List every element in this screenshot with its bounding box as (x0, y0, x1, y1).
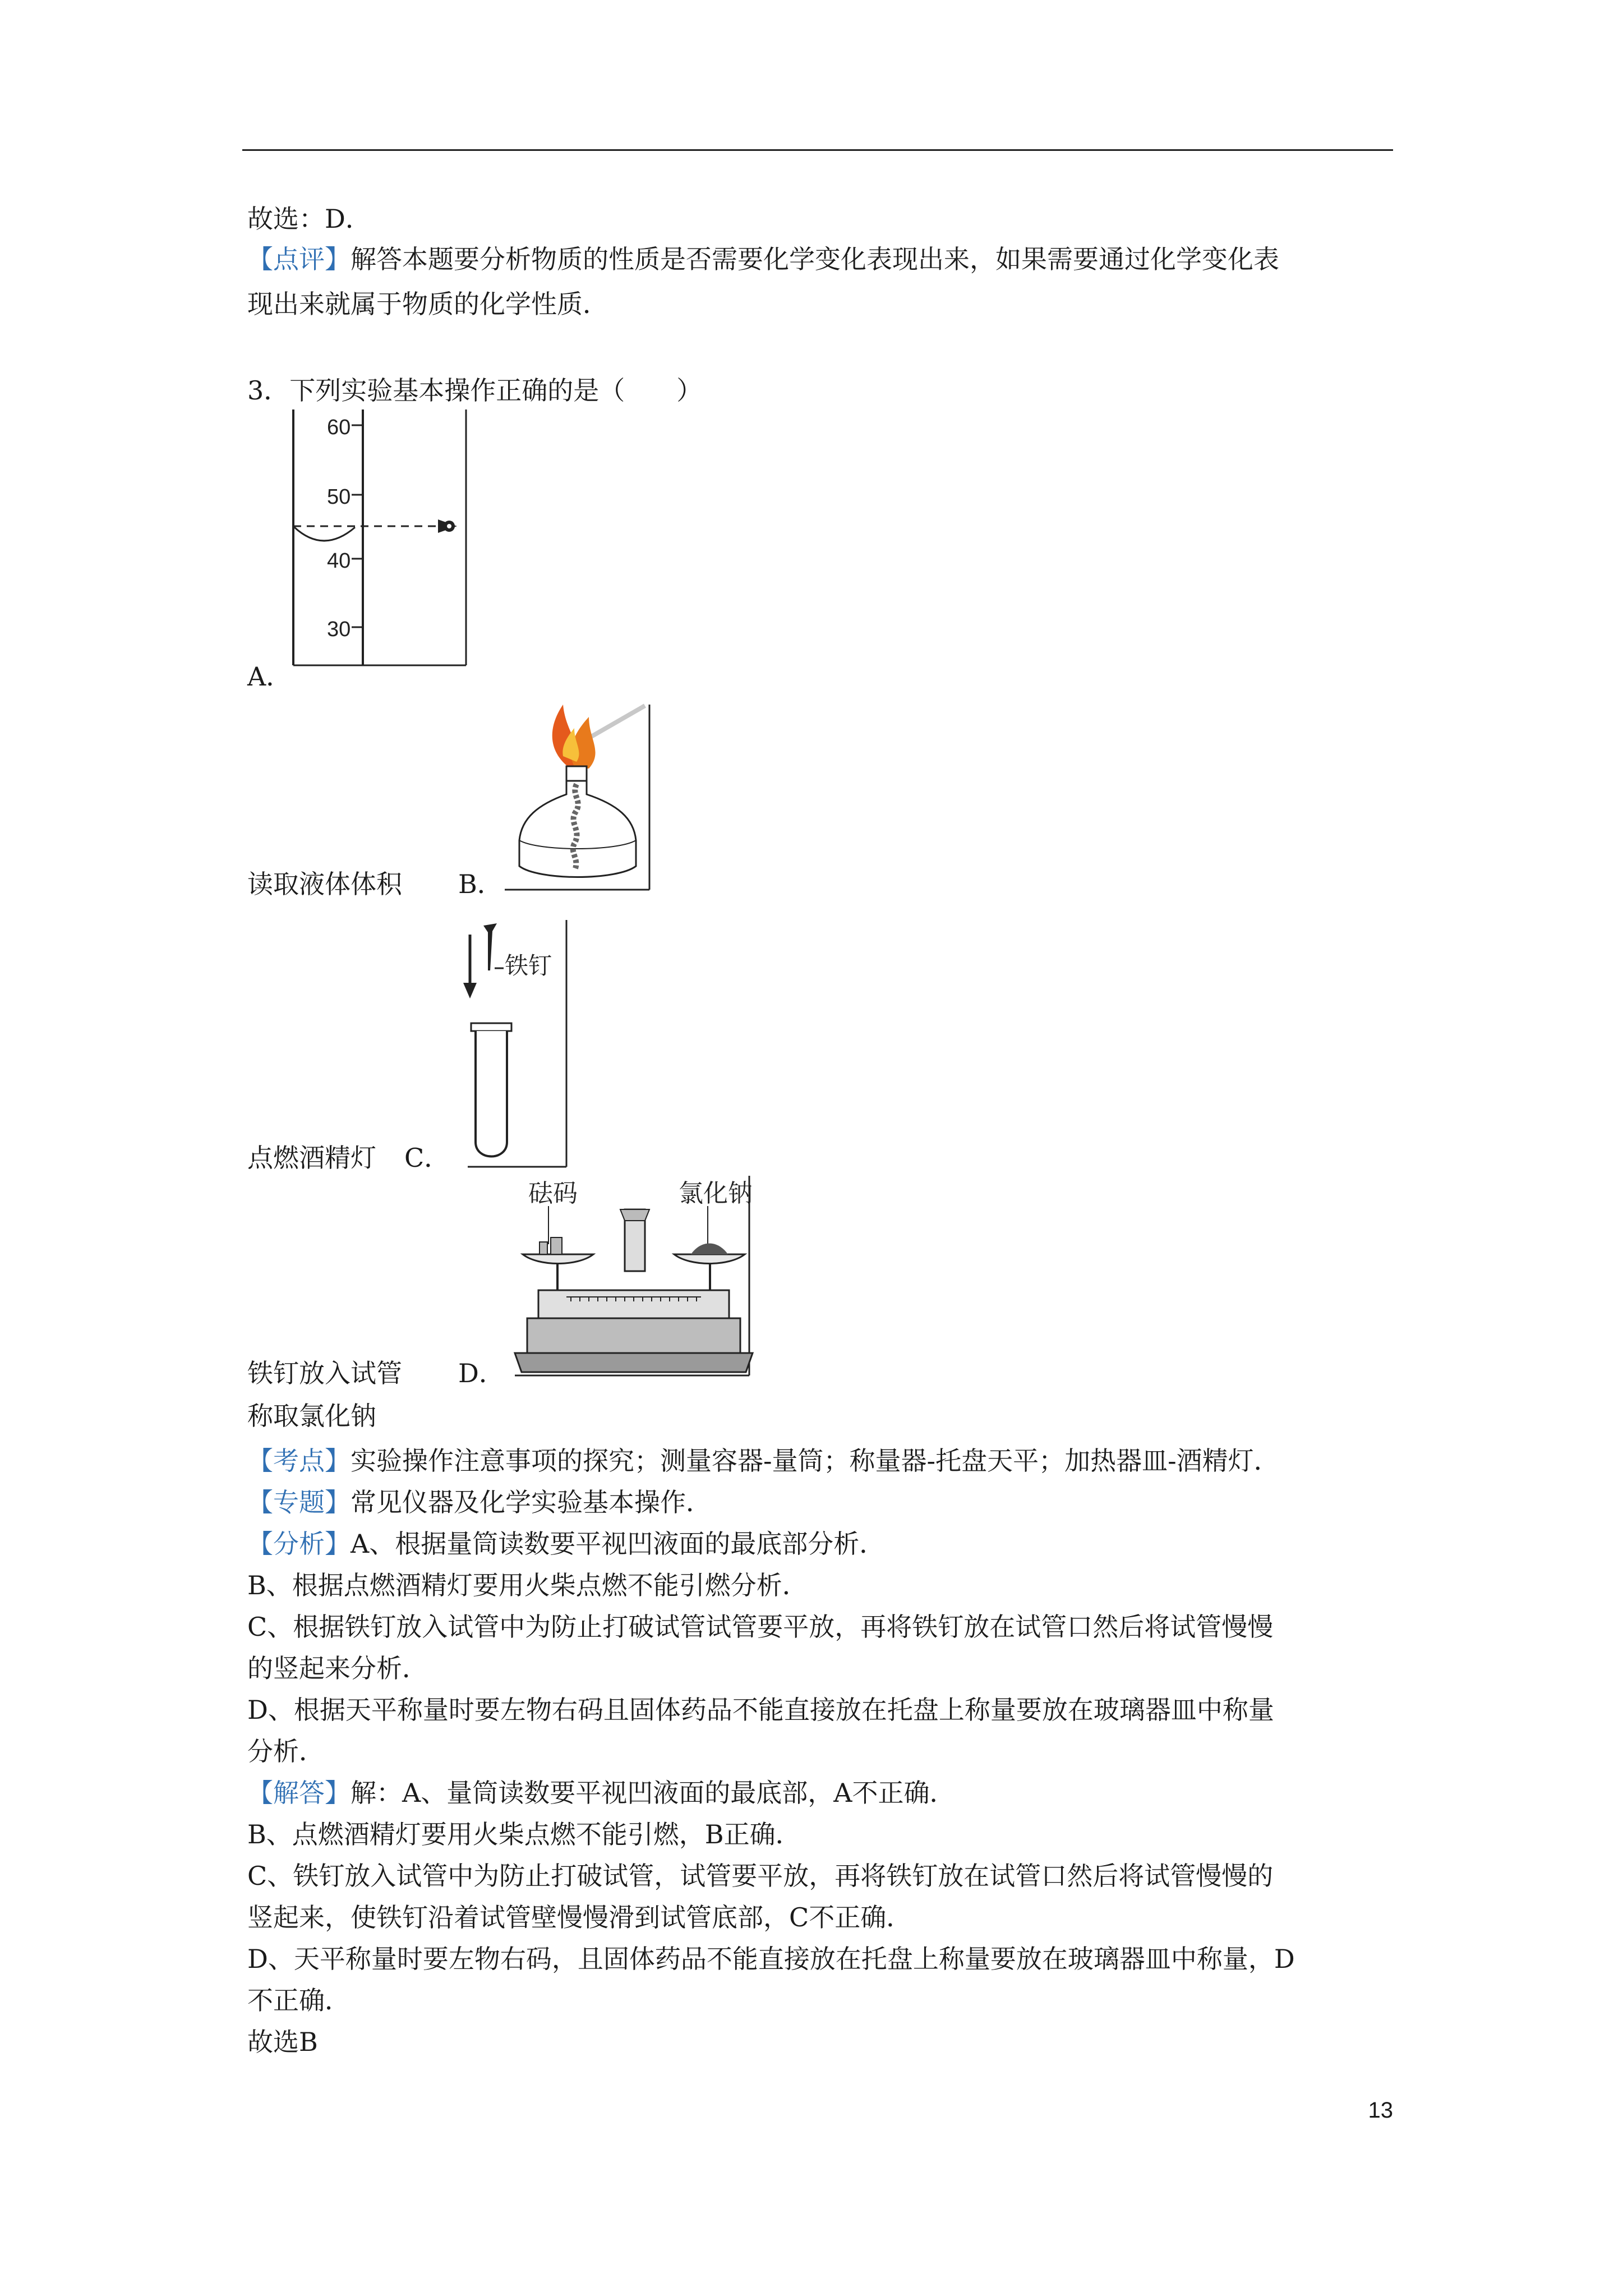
fenxi-line-a (247, 1527, 885, 1561)
figure-c-nail-test-tube (454, 920, 578, 1172)
fenxi-d1: D、根据天平称量时要左物右码且固体药品不能直接放在托盘上称量要放在玻璃器皿中称量 (247, 1695, 1274, 1725)
meniscus (294, 527, 355, 541)
figure-d-balance (505, 1172, 763, 1386)
fenxi-a: A、根据量筒读数要平视凹液面的最底部分析． (351, 1529, 886, 1559)
jieda-line-a (247, 1776, 955, 1810)
zhuanti-text: 常见仪器及化学实验基本操作． (351, 1487, 712, 1517)
fenxi-c2: 的竖起来分析． (247, 1653, 428, 1683)
option-c-row (247, 1141, 450, 1175)
option-b-caption: 点燃酒精灯 (247, 1143, 376, 1173)
nacl-pile (691, 1244, 728, 1255)
option-d-row (247, 1356, 505, 1390)
option-b-letter: B． (458, 869, 503, 899)
option-a-caption: 读取液体体积 (247, 869, 402, 899)
comment-tag: 【点评】 (247, 244, 351, 274)
fenxi-tag: 【分析】 (247, 1529, 351, 1559)
jieda-a: 解：A、量筒读数要平视凹液面的最底部，A不正确． (351, 1778, 956, 1808)
final-answer: 故选B (247, 2027, 318, 2057)
left-pan (523, 1254, 593, 1264)
tick-label-40: 40 (327, 549, 351, 573)
option-c-letter: C． (404, 1143, 450, 1173)
base-top (527, 1318, 740, 1353)
zhuanti-line (247, 1485, 712, 1519)
option-a-letter: A． (247, 661, 292, 692)
question-stem: 3．下列实验基本操作正确的是（ ） (247, 375, 703, 406)
kaodian-line (247, 1444, 1280, 1478)
comment-text-1: 解答本题要分析物质的性质是否需要化学变化表现出来，如果需要通过化学变化表 (351, 244, 1279, 274)
test-tube (476, 1031, 507, 1157)
figure-b-alcohol-lamp (505, 700, 662, 894)
figure-a-cylinder-reading (289, 409, 474, 668)
fenxi-b: B、根据点燃酒精灯要用火柴点燃不能引燃分析． (247, 1570, 808, 1600)
weight-small (540, 1242, 547, 1254)
kaodian-text: 实验操作注意事项的探究；测量容器-量筒；称量器-托盘天平；加热器皿-酒精灯． (351, 1446, 1280, 1476)
weights-label: 砝码 (528, 1179, 578, 1208)
base-bottom (515, 1353, 753, 1372)
jieda-b: B、点燃酒精灯要用火柴点燃不能引燃，B正确． (247, 1819, 801, 1849)
zhuanti-tag: 【专题】 (247, 1487, 351, 1517)
test-tube-rim (471, 1023, 511, 1031)
comment-line-2: 现出来就属于物质的化学性质． (247, 289, 608, 319)
nacl-label: 氯化钠 (679, 1179, 753, 1208)
option-d-letter: D． (458, 1358, 505, 1388)
header-rule (242, 149, 1393, 151)
option-d-caption: 称取氯化钠 (247, 1401, 376, 1431)
tick-label-30: 30 (327, 618, 351, 641)
fenxi-d2: 分析． (247, 1736, 325, 1766)
eye-icon (438, 519, 457, 533)
beam-body (538, 1290, 729, 1318)
jieda-tag: 【解答】 (247, 1778, 351, 1808)
comment-line-1 (247, 242, 1279, 276)
fenxi-c1: C、根据铁钉放入试管中为防止打破试管试管要平放，再将铁钉放在试管口然后将试管慢慢 (247, 1612, 1274, 1642)
kaodian-tag: 【考点】 (247, 1446, 351, 1476)
nail-icon (483, 923, 497, 970)
down-arrow-icon (463, 983, 477, 999)
jieda-c1: C、铁钉放入试管中为防止打破试管，试管要平放，再将铁钉放在试管口然后将试管慢慢的 (247, 1861, 1274, 1891)
page-number: 13 (1368, 2098, 1393, 2123)
tick-label-50: 50 (327, 485, 351, 509)
prev-answer-select: 故选：D． (247, 204, 371, 234)
nail-label: 铁钉 (505, 952, 552, 979)
option-b-row (247, 867, 503, 901)
jieda-c2: 竖起来，使铁钉沿着试管壁慢慢滑到试管底部，C不正确． (247, 1902, 912, 1932)
weight-large (551, 1237, 562, 1254)
tick-label-60: 60 (327, 416, 351, 439)
jieda-d1: D、天平称量时要左物右码，且固体药品不能直接放在托盘上称量要放在玻璃器皿中称量，D (247, 1944, 1295, 1974)
jieda-d2: 不正确． (247, 1985, 351, 2016)
right-pan (674, 1254, 745, 1264)
wick-cap (566, 766, 587, 781)
option-c-caption: 铁钉放入试管 (247, 1358, 402, 1388)
